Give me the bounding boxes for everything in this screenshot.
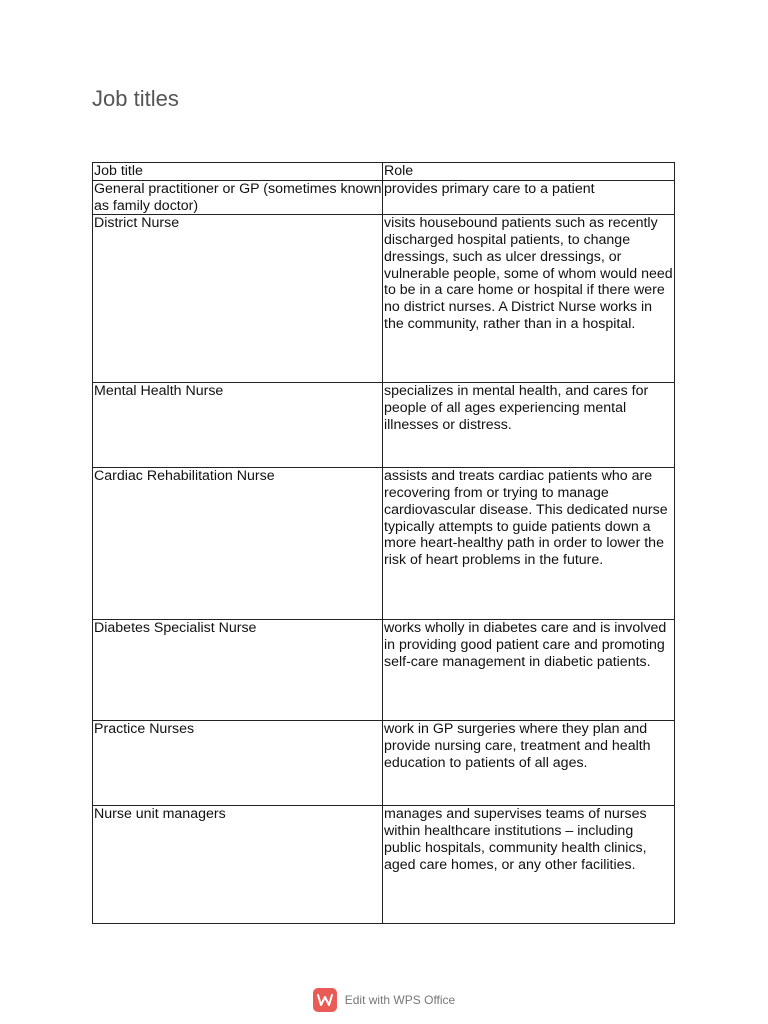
job-titles-table [92, 162, 675, 924]
table-row [93, 468, 675, 620]
edit-with-wps-link[interactable]: Edit with WPS Office [344, 993, 456, 1007]
table-row [93, 215, 675, 383]
role-cell: work in GP surgeries where they plan and provide nursing care, treatment and health education to patients of all ages. [383, 721, 675, 806]
page-title: Job titles [92, 86, 179, 111]
role-cell: manages and supervises teams of nurses within healthcare institutions – including public hospitals, community health clinics, aged care homes, or any other facilities. [383, 806, 675, 924]
job-title-cell: Diabetes Specialist Nurse [93, 620, 383, 721]
job-title-cell: Nurse unit managers [93, 806, 383, 924]
table-header-row [93, 163, 675, 181]
role-cell: provides primary care to a patient [383, 181, 675, 215]
role-cell: assists and treats cardiac patients who are recovering from or trying to manage cardiovascular disease. This dedicated nurse typically attempts to guide patients down a more heart-healthy path in order to lower the risk of heart problems in the future. [383, 468, 675, 620]
role-cell: visits housebound patients such as recently discharged hospital patients, to change dressings, such as ulcer dressings, or vulnerable people, some of whom would need to be in a care home or hospital if there were no district nurses. A District Nurse works in the community, rather than in a hospital. [383, 215, 675, 383]
header-job-title: Job title [93, 163, 383, 181]
job-title-cell: Mental Health Nurse [93, 383, 383, 468]
job-title-cell: District Nurse [93, 215, 383, 383]
table-row [93, 721, 675, 806]
role-cell: works wholly in diabetes care and is involved in providing good patient care and promoting self-care management in diabetic patients. [383, 620, 675, 721]
role-cell: specializes in mental health, and cares for people of all ages experiencing mental illnesses or distress. [383, 383, 675, 468]
job-title-cell: Cardiac Rehabilitation Nurse [93, 468, 383, 620]
table-row [93, 806, 675, 924]
job-title-cell: General practitioner or GP (sometimes known as family doctor) [94, 181, 382, 214]
header-role: Role [383, 163, 675, 181]
wps-edit-banner[interactable] [0, 987, 768, 1013]
job-title-cell: Practice Nurses [93, 721, 383, 806]
wps-logo-icon[interactable] [313, 988, 337, 1012]
table-row [93, 383, 675, 468]
table-row [93, 620, 675, 721]
table-row [93, 181, 675, 215]
